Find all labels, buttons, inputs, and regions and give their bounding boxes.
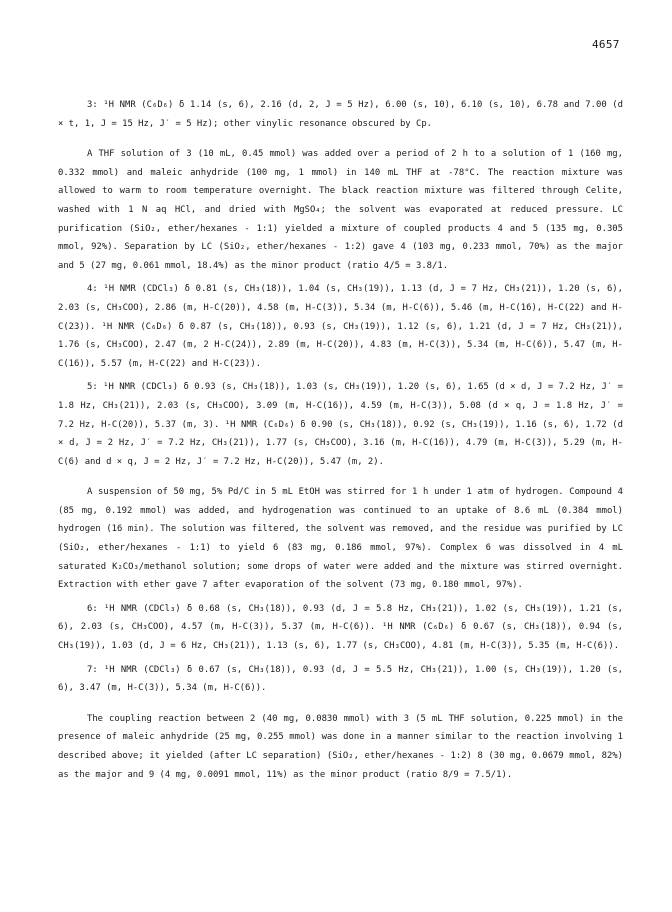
nmr-data-compound-5: 5: ¹H NMR (CDCl₃) δ 0.93 (s, CH₃(18)), 1.03 (s, CH₃(19)), 1.20 (s, 6), 1.65 (d × d, J = 7.2 Hz, J′ = 1.8 Hz, CH₃(21)), 2.03 (s, CH₃COO), 3.09 (m, H-C(16)), 4.59 (m, H-C(3)), 5.08 (d × q, J = 1.8 Hz, J′ = 7.2 Hz, H-C(20)), 5.37 (m, 3). ¹H NMR (C₆D₆) δ 0.90 (s, CH₃(18)), 0.92 (s, CH₃(19)), 1.16 (s, 6), 1.72 (d × d, J = 2 Hz, J′ = 7.2 Hz, CH₃(21)), 1.77 (s, CH₃COO), 3.16 (m, H-C(16)), 4.79 (m, H-C(3)), 5.29 (m, H-C(6) and d × q, J = 2 Hz, J′ = 7.2 Hz, H-C(20)), 5.47 (m, 2). [58,382,623,467]
page-number: 4657 [592,38,620,51]
nmr-data-compound-7: 7: ¹H NMR (CDCl₃) δ 0.67 (s, CH₃(18)), 0.93 (d, J = 5.5 Hz, CH₃(21)), 1.00 (s, CH₃(19)), 1.20 (s, 6), 3.47 (m, H-C(3)), 5.34 (m, H-C(6)). [58,664,623,694]
synthesis-compounds-4-5: A THF solution of 3 (10 mL, 0.45 mmol) was added over a period of 2 h to a solution of 1 (160 mg, 0.332 mmol) and maleic anhydride (100 mg, 1 mmol) in 140 mL THF at -78°C. The reaction mixture was allowed to warm to room temperature overnight. The black reaction mixture was filtered through Celite, washed with 1 N aq HCl, and dried with MgSO₄; the solvent was evaporated at reduced pressure. LC purification (SiO₂, ether/hexanes - 1:1) yielded a mixture of coupled products 4 and 5 (135 mg, 0.305 mmol, 92%). Separation by LC (SiO₂, ether/hexanes - 1:2) gave 4 (103 mg, 0.233 mmol, 70%) as the major and 5 (27 mg, 0.061 mmol, 18.4%) as the minor product (ratio 4/5 = 3.8/1. [58,149,623,271]
coupling-reaction-compounds-8-9: The coupling reaction between 2 (40 mg, 0.0830 mmol) with 3 (5 mL THF solution, 0.225 mmol) in the presence of maleic anhydride (25 mg, 0.255 mmol) was done in a manner similar to the reaction involving 1 described above; it yielded (after LC separation) (SiO₂, ether/hexanes - 1:2) 8 (30 mg, 0.0679 mmol, 82%) as the major and 9 (4 mg, 0.0091 mmol, 11%) as the minor product (ratio 8/9 = 7.5/1). [58,713,623,780]
nmr-data-compound-3: 3: ¹H NMR (C₆D₆) δ 1.14 (s, 6), 2.16 (d, 2, J = 5 Hz), 6.00 (s, 10), 6.10 (s, 10), 6.78 and 7.00 (d × t, 1, J = 15 Hz, J′ = 5 Hz); other vinylic resonance obscured by Cp. [58,100,623,129]
hydrogenation-procedure: A suspension of 50 mg, 5% Pd/C in 5 mL EtOH was stirred for 1 h under 1 atm of hydrogen. Compound 4 (85 mg, 0.192 mmol) was added, and hydrogenation was continued to an uptake of 8.6 mL (0.384 mmol) hydrogen (16 min). The solution was filtered, the solvent was removed, and the residue was purified by LC (SiO₂, ether/hexanes - 1:1) to yield 6 (83 mg, 0.186 mmol, 97%). Complex 6 was dissolved in 4 mL saturated K₂CO₃/methanol solution; some drops of water were added and the mixture was stirred overnight. Extraction with ether gave 7 after evaporation of the solvent (73 mg, 0.180 mmol, 97%). [58,487,623,591]
nmr-data-compound-4: 4: ¹H NMR (CDCl₃) δ 0.81 (s, CH₃(18)), 1.04 (s, CH₃(19)), 1.13 (d, J = 7 Hz, CH₃(21)), 1.20 (s, 6), 2.03 (s, CH₃COO), 2.86 (m, H-C(20)), 4.58 (m, H-C(3)), 5.34 (m, H-C(6)), 5.46 (m, H-C(16), H-C(22) and H-C(23)). ¹H NMR (C₆D₆) δ 0.87 (s, CH₃(18)), 0.93 (s, CH₃(19)), 1.12 (s, 6), 1.21 (d, J = 7 Hz, CH₃(21)), 1.76 (s, CH₃COO), 2.47 (m, 2 H-C(24)), 2.89 (m, H-C(20)), 4.83 (m, H-C(3)), 5.34 (m, H-C(6)), 5.47 (m, H-C(16)), 5.57 (m, H-C(22) and H-C(23)). [58,284,623,369]
article-body [58,96,623,784]
nmr-data-compound-6: 6: ¹H NMR (CDCl₃) δ 0.68 (s, CH₃(18)), 0.93 (d, J = 5.8 Hz, CH₃(21)), 1.02 (s, CH₃(19)), 1.21 (s, 6), 2.03 (s, CH₃COO), 4.57 (m, H-C(3)), 5.37 (m, H-C(6)). ¹H NMR (C₆D₆) δ 0.67 (s, CH₃(18)), 0.94 (s, CH₃(19)), 1.03 (d, J = 6 Hz, CH₃(21)), 1.13 (s, 6), 1.77 (s, CH₃COO), 4.81 (m, H-C(3)), 5.35 (m, H-C(6)). [58,603,623,652]
